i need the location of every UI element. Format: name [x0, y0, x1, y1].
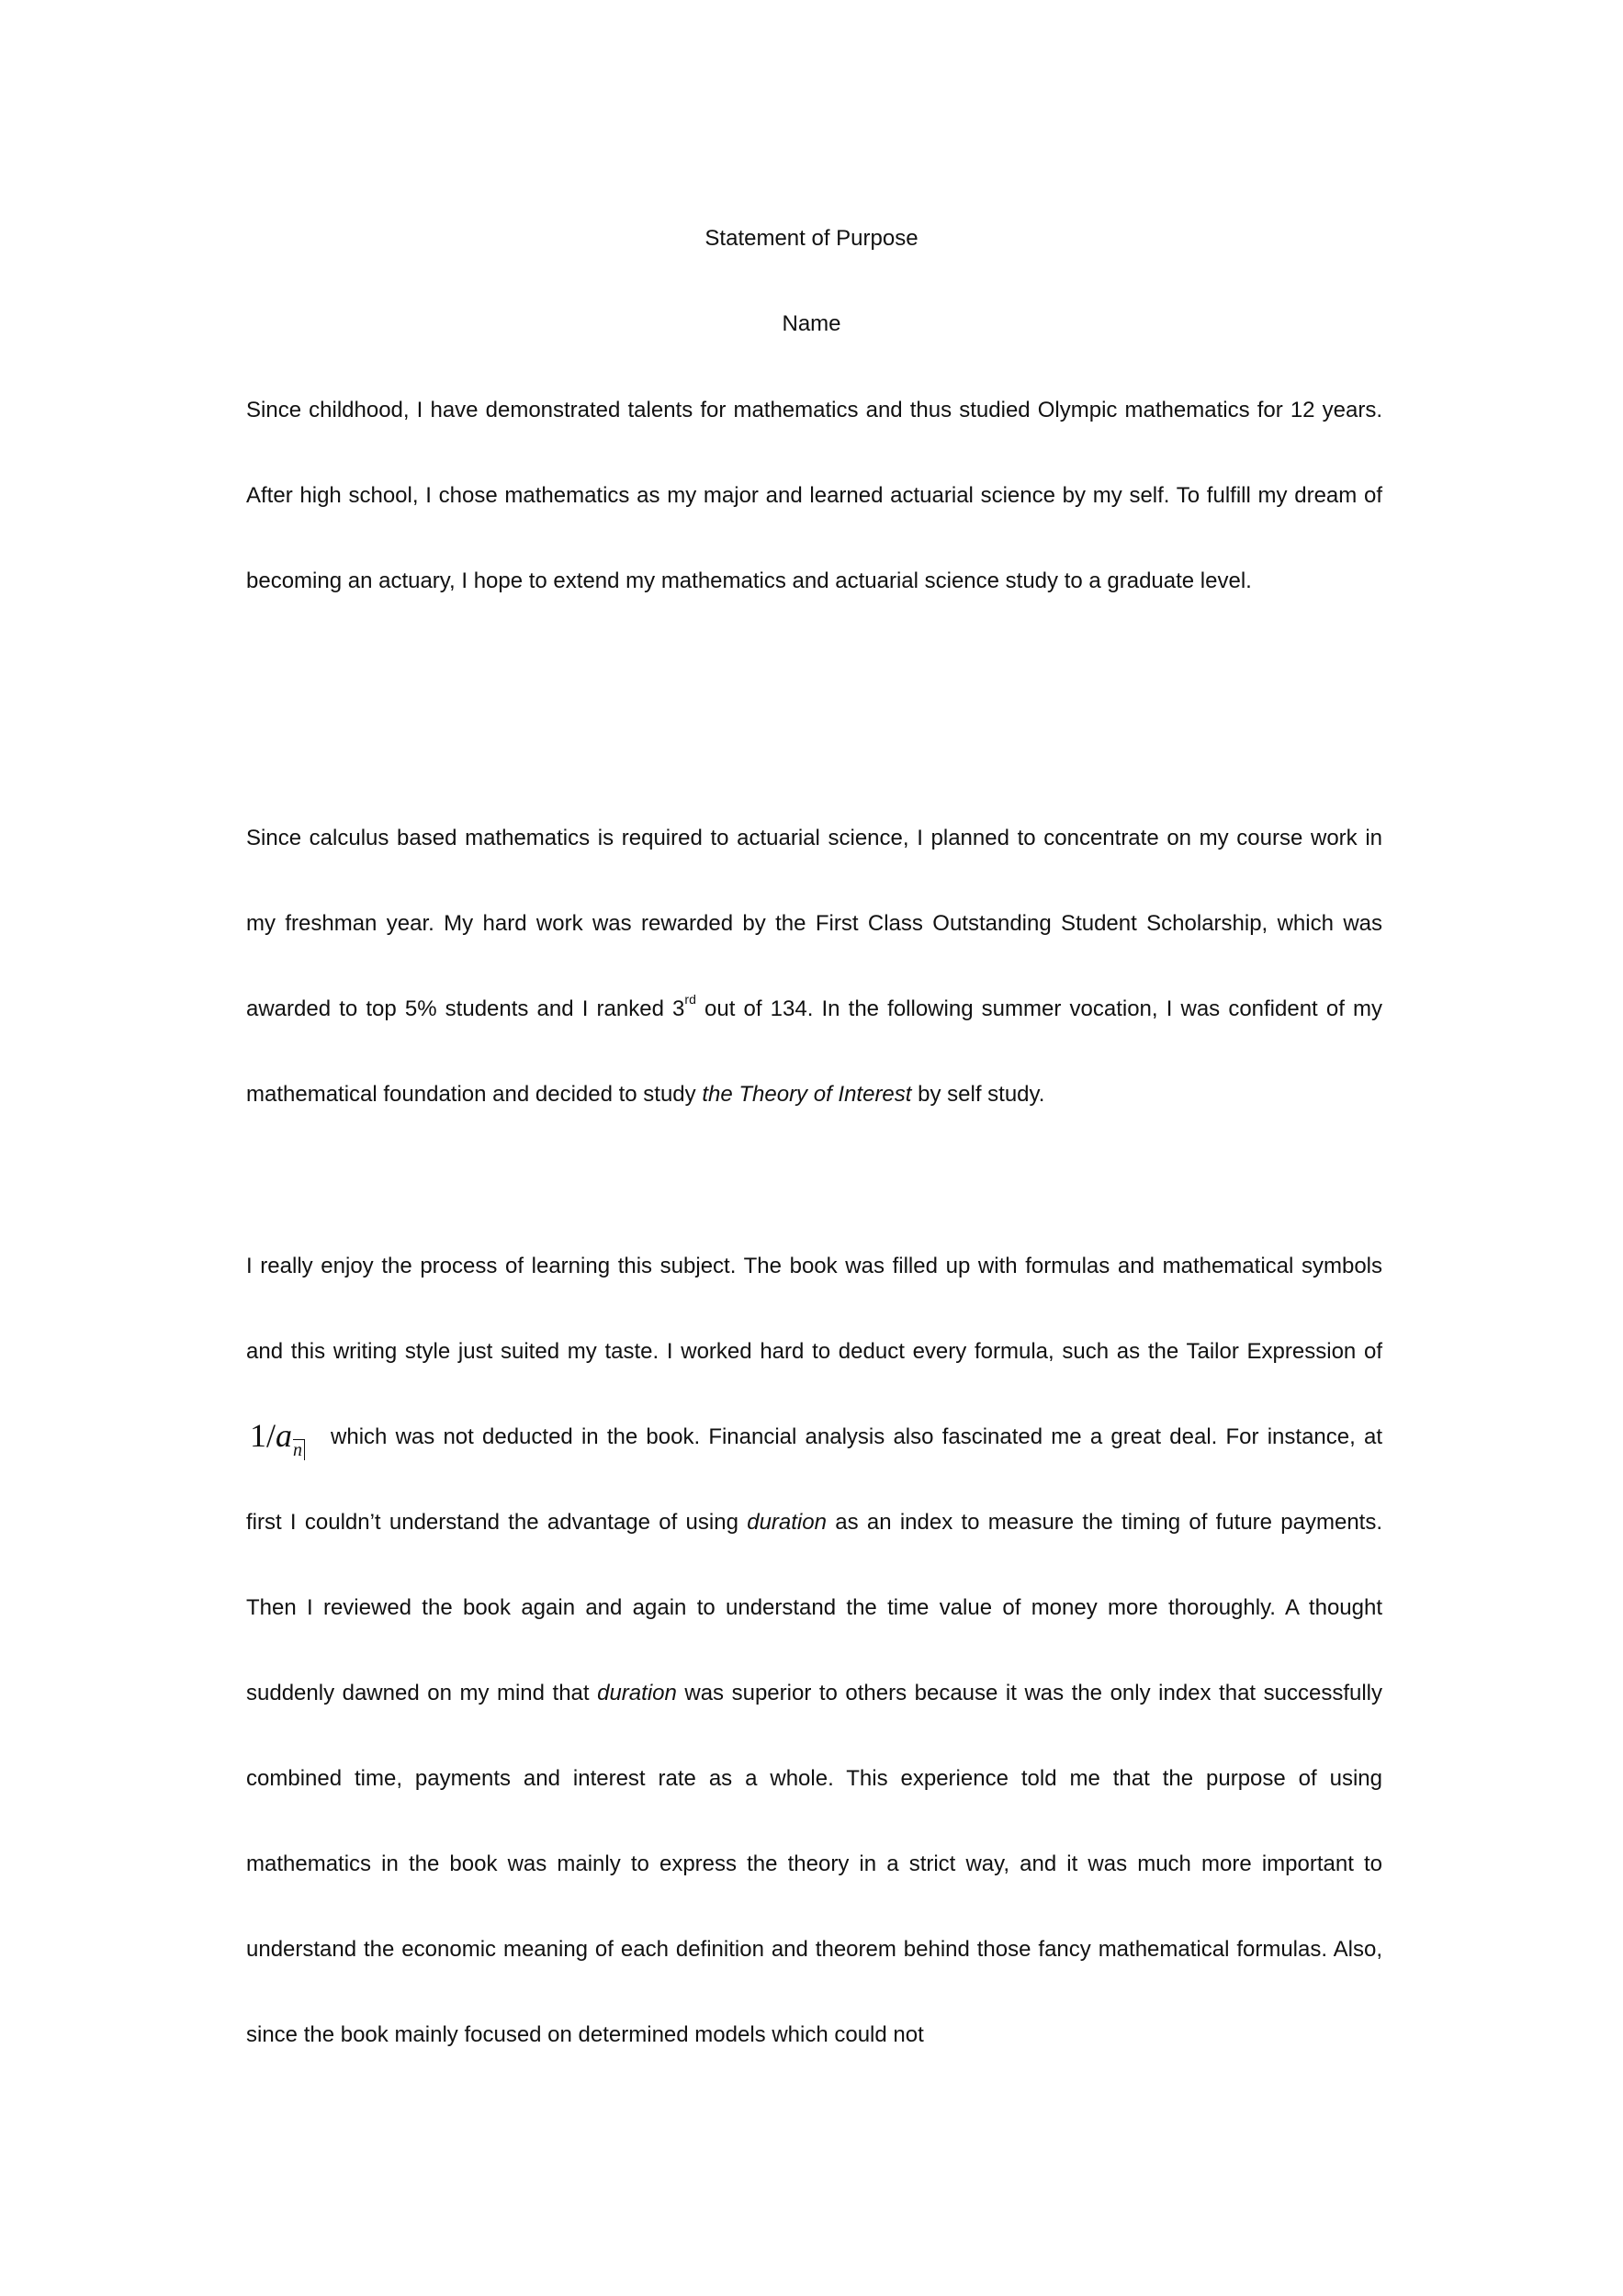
- paragraph-theory-of-interest: [246, 1223, 1382, 2077]
- formula-slash: /: [266, 1417, 276, 1454]
- ordinal-superscript: rd: [684, 992, 696, 1007]
- paragraph-freshman-year: [246, 795, 1382, 1137]
- book-title: the Theory of Interest: [702, 1082, 912, 1107]
- formula-numerator: 1: [250, 1417, 266, 1454]
- author-name: Name: [782, 311, 841, 336]
- term-duration: duration: [597, 1681, 677, 1705]
- term-duration: duration: [747, 1510, 827, 1535]
- paragraph-childhood: Since childhood, I have demonstrated talents for mathematics and thus studied Olympic mathematics for 12 years. After high school, I chose mathematics as my major and learned actuarial science by my self. To fulfill my dream of becoming an actuary, I hope to extend my mathematics and actuarial science study to a graduate level.: [246, 398, 1382, 593]
- paragraph-text: out of 134. In the following summer vocation, I was confident of my mathematical foundation and decided to study: [246, 996, 1383, 1107]
- formula-variable: a: [276, 1417, 293, 1454]
- formula-subscript: n: [293, 1439, 305, 1460]
- paragraph-text: as an index to measure the timing of future payments. Then I reviewed the book again and again to understand the time value of money more thoroughly. A thought suddenly dawned on my mind that: [246, 1510, 1383, 1705]
- paragraph-text: by self study.: [911, 1082, 1045, 1107]
- paragraph-text: which was not deducted in the book. Financial analysis also fascinated me a great deal. For instance, at first I couldn’t understand the advantage of using: [246, 1424, 1382, 1535]
- paragraph-text: I really enjoy the process of learning this subject. The book was filled up with formulas and mathematical symbols and this writing style just suited my taste. I worked hard to deduct every formula, such as the Tailor Expression of: [246, 1254, 1382, 1364]
- document-title: Statement of Purpose: [704, 226, 919, 251]
- paragraph-text: Since calculus based mathematics is required to actuarial science, I planned to concentrate on my course work in my freshman year. My hard work was rewarded by the First Class Outstanding Student Scholarship, which was awarded to top 5% students and I ranked 3: [246, 826, 1382, 1021]
- paragraph-text: was superior to others because it was the only index that successfully combined time, payments and interest rate as a whole. This experience told me that the purpose of using mathematics in the book was mainly to express the theory in a strict way, and it was much more important to understand the economic meaning of each definition and theorem behind those fancy mathematical formulas. Also, since the book mainly focused on determined models which could not: [246, 1681, 1382, 2047]
- annuity-formula: [250, 1417, 305, 1460]
